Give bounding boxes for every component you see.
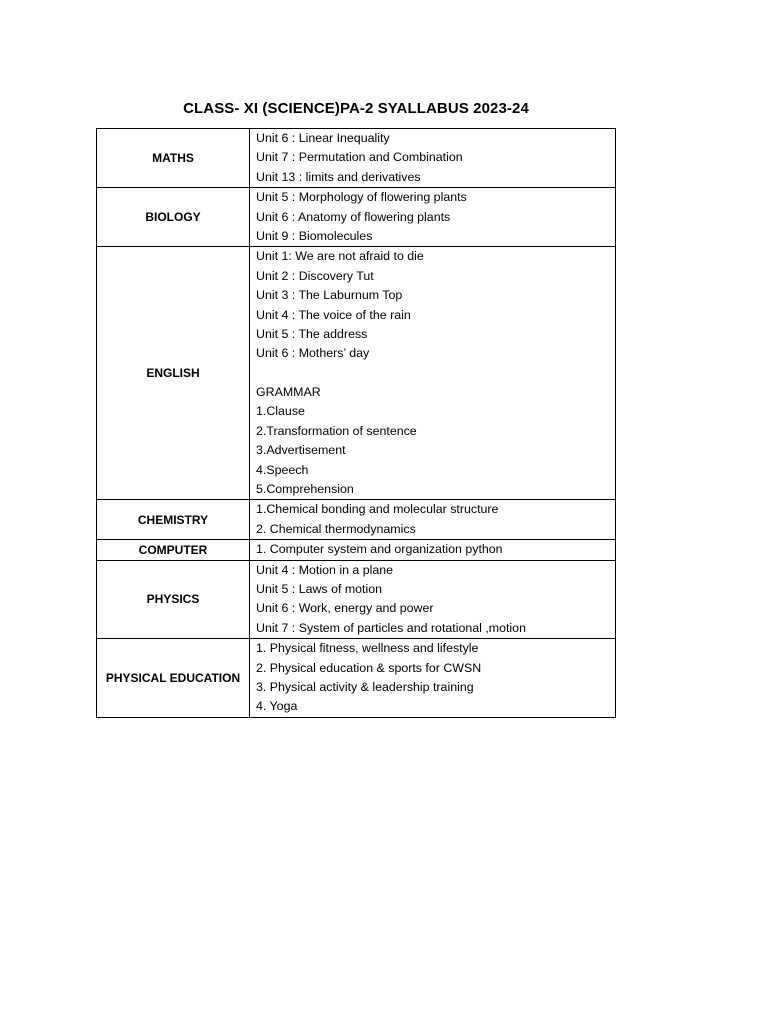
unit-line: 2. Physical education & sports for CWSN: [256, 660, 482, 675]
unit-line: Unit 2 : Discovery Tut: [256, 268, 374, 283]
unit-line: Unit 6 : Linear Inequality: [256, 131, 390, 145]
unit-line: Unit 7 : System of particles and rotational ,motion: [256, 620, 526, 635]
unit-line: 1.Clause: [256, 404, 305, 419]
subject-units: [250, 540, 616, 560]
unit-line: 1. Computer system and organization python: [256, 542, 503, 557]
subject-name: BIOLOGY: [97, 188, 250, 247]
unit-line: Unit 4 : The voice of the rain: [256, 307, 411, 322]
subject-units: [250, 560, 616, 639]
unit-line: Unit 13 : limits and derivatives: [256, 169, 421, 184]
unit-line: 3.Advertisement: [256, 443, 346, 458]
unit-line: Unit 6 : Anatomy of flowering plants: [256, 209, 451, 224]
subject-row: [97, 560, 616, 639]
unit-line: Unit 4 : Motion in a plane: [256, 562, 394, 577]
unit-line: 1.Chemical bonding and molecular structure: [256, 502, 499, 517]
subject-name: PHYSICS: [97, 560, 250, 639]
subject-name: PHYSICAL EDUCATION: [97, 639, 250, 718]
subject-row: [97, 188, 616, 247]
unit-line: Unit 5 : Morphology of flowering plants: [256, 190, 467, 205]
unit-line: 3. Physical activity & leadership training: [256, 679, 474, 694]
unit-line: 4.Speech: [256, 462, 309, 477]
subject-row: [97, 129, 616, 188]
subject-row: [97, 247, 616, 500]
subject-name: CHEMISTRY: [97, 500, 250, 540]
unit-line: Unit 1: We are not afraid to die: [256, 249, 424, 264]
subject-row: [97, 500, 616, 540]
subject-units: [250, 247, 616, 500]
unit-line: 5.Comprehension: [256, 482, 354, 497]
unit-line: Unit 5 : The address: [256, 326, 368, 341]
unit-line: 1. Physical fitness, wellness and lifestyle: [256, 641, 479, 656]
subject-units: [250, 500, 616, 540]
subject-units: [250, 639, 616, 718]
syllabus-table-body: [97, 129, 616, 718]
unit-line: Unit 6 : Mothers’ day: [256, 346, 370, 361]
unit-line: GRAMMAR: [256, 385, 321, 400]
blank-line: [256, 364, 615, 383]
subject-row: [97, 639, 616, 718]
unit-line: Unit 7 : Permutation and Combination: [256, 150, 463, 165]
unit-line: Unit 3 : The Laburnum Top: [256, 288, 403, 303]
unit-line: 4. Yoga: [256, 699, 298, 714]
subject-name: MATHS: [97, 129, 250, 188]
document-title: CLASS- XI (SCIENCE)PA-2 SYALLABUS 2023-24: [183, 100, 529, 117]
unit-line: Unit 6 : Work, energy and power: [256, 601, 434, 616]
subject-name: COMPUTER: [97, 540, 250, 560]
unit-line: Unit 5 : Laws of motion: [256, 581, 383, 596]
subject-name: ENGLISH: [97, 247, 250, 500]
subject-row: [97, 540, 616, 560]
unit-line: Unit 9 : Biomolecules: [256, 228, 373, 243]
subject-units: [250, 188, 616, 247]
subject-units: [250, 129, 616, 188]
unit-line: 2. Chemical thermodynamics: [256, 521, 416, 536]
unit-line: 2.Transformation of sentence: [256, 423, 417, 438]
syllabus-table: [96, 128, 616, 718]
